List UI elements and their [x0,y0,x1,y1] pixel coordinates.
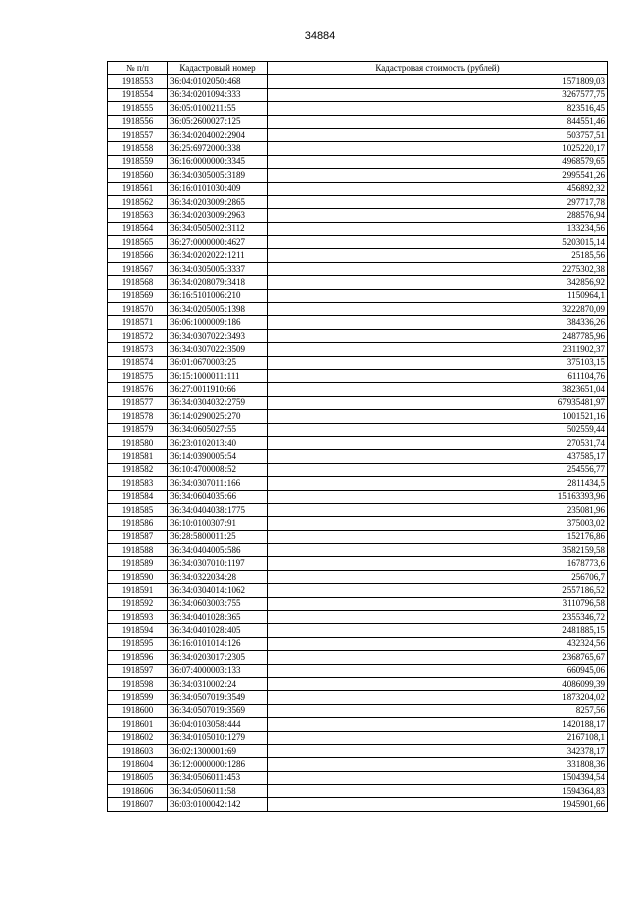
cadastral-number-cell: 36:34:0305005:3189 [168,169,268,182]
cadastral-number-cell: 36:34:0401028:365 [168,611,268,624]
cadastral-value-cell: 432324,56 [268,637,608,650]
cadastral-value-cell: 611104,76 [268,369,608,382]
cadastral-value-cell: 660945,06 [268,664,608,677]
cadastral-value-cell: 342856,92 [268,276,608,289]
cadastral-value-cell: 2368765,67 [268,651,608,664]
cadastral-number-cell: 36:04:0103058:444 [168,718,268,731]
cadastral-number-cell: 36:27:0000000:4627 [168,236,268,249]
row-number-cell: 1918607 [108,798,168,811]
row-number-cell: 1918597 [108,664,168,677]
cadastral-value-cell: 844551,46 [268,115,608,128]
row-number-cell: 1918567 [108,262,168,275]
cadastral-value-cell: 1025220,17 [268,142,608,155]
cadastral-number-cell: 36:07:4000003:133 [168,664,268,677]
table-row [108,691,608,704]
cadastral-number-cell: 36:05:0100211:55 [168,102,268,115]
row-number-cell: 1918579 [108,423,168,436]
cadastral-value-cell: 2811434,5 [268,477,608,490]
cadastral-value-cell: 1150964,1 [268,289,608,302]
row-number-cell: 1918559 [108,155,168,168]
table-row [108,463,608,476]
cadastral-value-cell: 4968579,65 [268,155,608,168]
cadastral-number-cell: 36:34:0201094:333 [168,88,268,101]
cadastral-number-cell: 36:34:0305005:3337 [168,262,268,275]
table-row [108,664,608,677]
table-row [108,329,608,342]
row-number-cell: 1918564 [108,222,168,235]
cadastral-number-cell: 36:05:2600027:125 [168,115,268,128]
row-number-cell: 1918573 [108,343,168,356]
cadastral-number-cell: 36:28:5800011:25 [168,530,268,543]
row-number-cell: 1918596 [108,651,168,664]
cadastral-number-cell: 36:15:1000011:111 [168,369,268,382]
cadastral-value-cell: 1594364,83 [268,785,608,798]
cadastral-value-cell: 2167108,1 [268,731,608,744]
row-number-cell: 1918569 [108,289,168,302]
table-row [108,262,608,275]
cadastral-value-cell: 331808,36 [268,758,608,771]
cadastral-number-cell: 36:34:0208079:3418 [168,276,268,289]
cadastral-number-cell: 36:34:0604035:66 [168,490,268,503]
row-number-cell: 1918593 [108,611,168,624]
row-number-cell: 1918603 [108,744,168,757]
table-row [108,396,608,409]
cadastral-number-cell: 36:34:0307011:166 [168,477,268,490]
row-number-cell: 1918578 [108,410,168,423]
row-number-cell: 1918582 [108,463,168,476]
cadastral-number-cell: 36:34:0203009:2963 [168,209,268,222]
cadastral-value-cell: 342378,17 [268,744,608,757]
cadastral-value-cell: 456892,32 [268,182,608,195]
page-number: 34884 [304,30,336,42]
table-row [108,410,608,423]
table-row [108,731,608,744]
row-number-cell: 1918568 [108,276,168,289]
table-row [108,195,608,208]
row-number-cell: 1918601 [108,718,168,731]
cadastral-number-cell: 36:34:0203017:2305 [168,651,268,664]
cadastral-number-cell: 36:34:0105010:1279 [168,731,268,744]
table-row [108,343,608,356]
cadastral-value-cell: 152176,86 [268,530,608,543]
table-row [108,209,608,222]
table-row [108,249,608,262]
table-row [108,383,608,396]
cadastral-value-cell: 2355346,72 [268,611,608,624]
table-row [108,276,608,289]
table-row [108,517,608,530]
cadastral-value-cell: 1873204,02 [268,691,608,704]
row-number-cell: 1918554 [108,88,168,101]
row-number-cell: 1918589 [108,557,168,570]
cadastral-number-cell: 36:25:6972000:338 [168,142,268,155]
table-row [108,115,608,128]
table-row [108,718,608,731]
cadastral-number-cell: 36:10:4700008:52 [168,463,268,476]
cadastral-value-cell: 3110796,58 [268,597,608,610]
cadastral-value-cell: 67935481,97 [268,396,608,409]
table-row [108,744,608,757]
cadastral-number-cell: 36:34:0310002:24 [168,677,268,690]
row-number-cell: 1918571 [108,316,168,329]
table-row [108,436,608,449]
cadastral-number-cell: 36:34:0304014:1062 [168,584,268,597]
cadastral-number-cell: 36:27:0011910:66 [168,383,268,396]
table-row [108,771,608,784]
cadastral-number-cell: 36:34:0307010:1197 [168,557,268,570]
table-row [108,155,608,168]
row-number-cell: 1918565 [108,236,168,249]
header-cadastral-number: Кадастровый номер [168,62,268,75]
table-row [108,557,608,570]
cadastral-number-cell: 36:03:0100042:142 [168,798,268,811]
table-row [108,182,608,195]
table-row [108,102,608,115]
row-number-cell: 1918570 [108,303,168,316]
row-number-cell: 1918591 [108,584,168,597]
table-row [108,651,608,664]
table-row [108,530,608,543]
cadastral-number-cell: 36:34:0505002:3112 [168,222,268,235]
row-number-cell: 1918560 [108,169,168,182]
cadastral-value-table [107,61,608,812]
cadastral-number-cell: 36:14:0290025:270 [168,410,268,423]
cadastral-value-cell: 25185,56 [268,249,608,262]
cadastral-value-cell: 1678773,6 [268,557,608,570]
cadastral-value-cell: 3267577,75 [268,88,608,101]
cadastral-value-cell: 288576,94 [268,209,608,222]
cadastral-value-cell: 2311902,37 [268,343,608,356]
table-body [108,75,608,811]
cadastral-number-cell: 36:34:0404005:586 [168,544,268,557]
cadastral-value-cell: 235081,96 [268,503,608,516]
header-cadastral-value: Кадастровая стоимость (рублей) [268,62,608,75]
row-number-cell: 1918576 [108,383,168,396]
table-row [108,611,608,624]
row-number-cell: 1918556 [108,115,168,128]
table-row [108,450,608,463]
row-number-cell: 1918558 [108,142,168,155]
cadastral-value-cell: 2557186,52 [268,584,608,597]
row-number-cell: 1918588 [108,544,168,557]
cadastral-number-cell: 36:16:0101014:126 [168,637,268,650]
row-number-cell: 1918581 [108,450,168,463]
row-number-cell: 1918580 [108,436,168,449]
row-number-cell: 1918604 [108,758,168,771]
table-row [108,423,608,436]
table-row [108,316,608,329]
table-row [108,222,608,235]
table-row [108,236,608,249]
cadastral-number-cell: 36:04:0102050:468 [168,75,268,88]
cadastral-value-cell: 437585,17 [268,450,608,463]
cadastral-number-cell: 36:16:5101006:210 [168,289,268,302]
table-row [108,88,608,101]
cadastral-value-cell: 1420188,17 [268,718,608,731]
row-number-cell: 1918572 [108,329,168,342]
table-row [108,584,608,597]
row-number-cell: 1918600 [108,704,168,717]
cadastral-number-cell: 36:34:0507019:3549 [168,691,268,704]
cadastral-value-cell: 2995541,26 [268,169,608,182]
cadastral-value-cell: 4086099,39 [268,677,608,690]
cadastral-number-cell: 36:10:0100307:91 [168,517,268,530]
cadastral-value-cell: 823516,45 [268,102,608,115]
cadastral-number-cell: 36:34:0202022:1211 [168,249,268,262]
table-row [108,128,608,141]
table-row [108,75,608,88]
row-number-cell: 1918587 [108,530,168,543]
table-row [108,142,608,155]
cadastral-value-cell: 3582159,58 [268,544,608,557]
cadastral-value-cell: 1571809,03 [268,75,608,88]
header-row-number: № п/п [108,62,168,75]
cadastral-value-cell: 2275302,38 [268,262,608,275]
cadastral-number-cell: 36:34:0404038:1775 [168,503,268,516]
cadastral-value-cell: 5203015,14 [268,236,608,249]
table-header [108,62,608,75]
cadastral-number-cell: 36:34:0204002:2904 [168,128,268,141]
cadastral-value-cell: 503757,51 [268,128,608,141]
cadastral-number-cell: 36:34:0506011:453 [168,771,268,784]
row-number-cell: 1918585 [108,503,168,516]
table-row [108,570,608,583]
cadastral-value-cell: 2487785,96 [268,329,608,342]
cadastral-number-cell: 36:02:1300001:69 [168,744,268,757]
table-row [108,303,608,316]
cadastral-number-cell: 36:34:0605027:55 [168,423,268,436]
row-number-cell: 1918602 [108,731,168,744]
row-number-cell: 1918586 [108,517,168,530]
cadastral-value-cell: 502559,44 [268,423,608,436]
cadastral-value-cell: 375003,02 [268,517,608,530]
cadastral-number-cell: 36:34:0322034:28 [168,570,268,583]
cadastral-number-cell: 36:14:0390005:54 [168,450,268,463]
row-number-cell: 1918605 [108,771,168,784]
table-row [108,490,608,503]
table-row [108,785,608,798]
table-row [108,637,608,650]
cadastral-number-cell: 36:34:0506011:58 [168,785,268,798]
row-number-cell: 1918563 [108,209,168,222]
cadastral-number-cell: 36:34:0307022:3509 [168,343,268,356]
cadastral-number-cell: 36:16:0000000:3345 [168,155,268,168]
cadastral-number-cell: 36:01:0670003:25 [168,356,268,369]
cadastral-value-cell: 1001521,16 [268,410,608,423]
cadastral-number-cell: 36:34:0603003:755 [168,597,268,610]
cadastral-value-cell: 297717,78 [268,195,608,208]
cadastral-value-cell: 254556,77 [268,463,608,476]
row-number-cell: 1918562 [108,195,168,208]
row-number-cell: 1918599 [108,691,168,704]
header-row [108,62,608,75]
cadastral-value-cell: 1504394,54 [268,771,608,784]
row-number-cell: 1918595 [108,637,168,650]
cadastral-value-cell: 270531,74 [268,436,608,449]
table-row [108,503,608,516]
row-number-cell: 1918561 [108,182,168,195]
cadastral-value-cell: 3823651,04 [268,383,608,396]
cadastral-value-cell: 375103,15 [268,356,608,369]
cadastral-value-cell: 2481885,15 [268,624,608,637]
table-row [108,289,608,302]
cadastral-number-cell: 36:34:0205005:1398 [168,303,268,316]
table-row [108,597,608,610]
row-number-cell: 1918555 [108,102,168,115]
row-number-cell: 1918574 [108,356,168,369]
row-number-cell: 1918598 [108,677,168,690]
cadastral-number-cell: 36:34:0307022:3493 [168,329,268,342]
cadastral-number-cell: 36:34:0507019:3569 [168,704,268,717]
table-row [108,758,608,771]
table-row [108,477,608,490]
cadastral-number-cell: 36:23:0102013:40 [168,436,268,449]
table-row [108,704,608,717]
cadastral-number-cell: 36:34:0304032:2759 [168,396,268,409]
row-number-cell: 1918557 [108,128,168,141]
row-number-cell: 1918594 [108,624,168,637]
table-row [108,356,608,369]
cadastral-value-cell: 384336,26 [268,316,608,329]
row-number-cell: 1918553 [108,75,168,88]
table-row [108,677,608,690]
table-row [108,369,608,382]
cadastral-value-cell: 3222870,09 [268,303,608,316]
row-number-cell: 1918584 [108,490,168,503]
cadastral-value-cell: 133234,56 [268,222,608,235]
cadastral-number-cell: 36:34:0203009:2865 [168,195,268,208]
row-number-cell: 1918606 [108,785,168,798]
cadastral-number-cell: 36:12:0000000:1286 [168,758,268,771]
row-number-cell: 1918590 [108,570,168,583]
cadastral-value-cell: 8257,56 [268,704,608,717]
row-number-cell: 1918583 [108,477,168,490]
row-number-cell: 1918592 [108,597,168,610]
table-row [108,798,608,811]
cadastral-number-cell: 36:16:0101030:409 [168,182,268,195]
cadastral-value-cell: 256706,7 [268,570,608,583]
cadastral-value-cell: 15163393,96 [268,490,608,503]
table-row [108,624,608,637]
cadastral-number-cell: 36:34:0401028:405 [168,624,268,637]
table-row [108,544,608,557]
cadastral-number-cell: 36:06:1000009:186 [168,316,268,329]
cadastral-value-cell: 1945901,66 [268,798,608,811]
row-number-cell: 1918577 [108,396,168,409]
table-row [108,169,608,182]
row-number-cell: 1918575 [108,369,168,382]
row-number-cell: 1918566 [108,249,168,262]
